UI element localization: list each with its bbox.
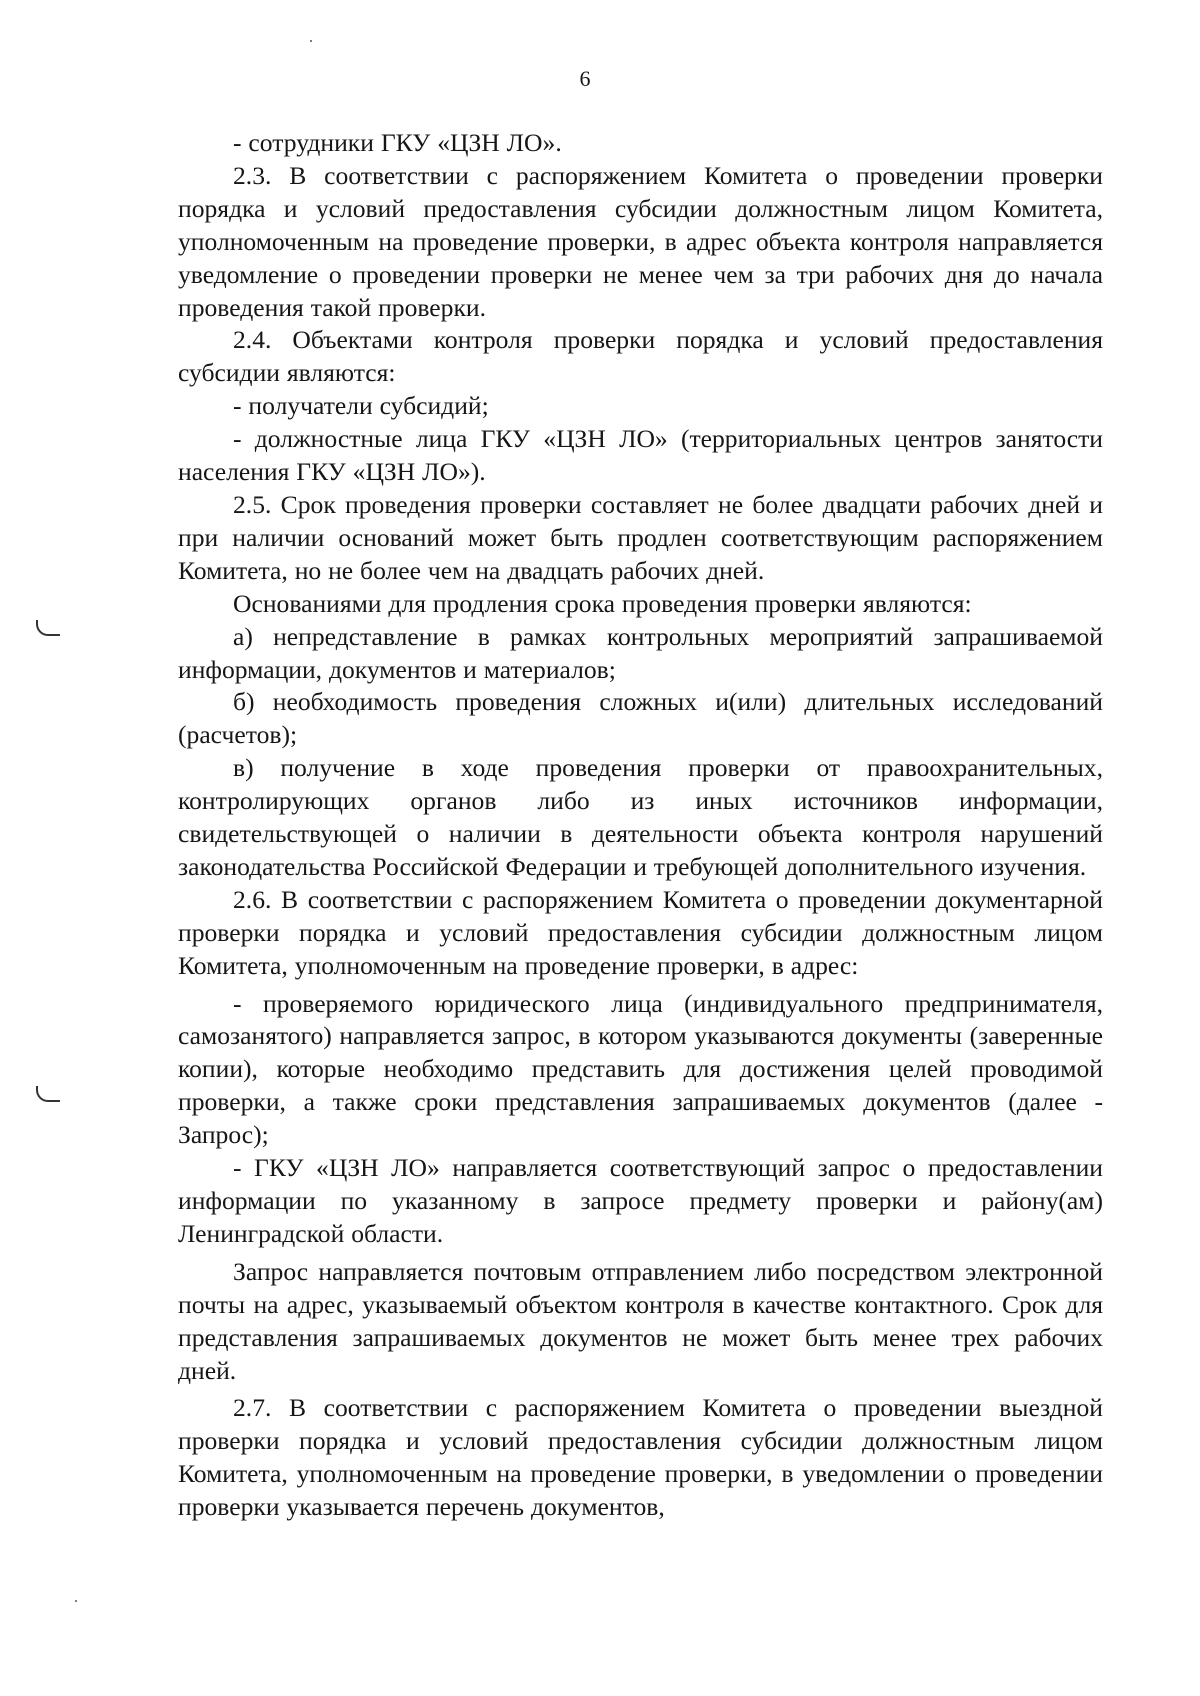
paragraph-clause-2-3: 2.3. В соответствии с распоряжением Комитета о проведении проверки порядка и условий предоставления субсидии должностным лицом Комитета, уполномоченным на проведение проверки, в адрес объекта контроля направляется уведомление о проведении проверки не менее чем за три рабочих дня до начала проведения такой проверки. xyxy=(178,160,1103,322)
scan-artifact-mark xyxy=(36,620,60,636)
paragraph-clause-2-7: 2.7. В соответствии с распоряжением Комитета о проведении выездной проверки порядка и условий предоставления субсидии должностным лицом Комитета, уполномоченным на проведение проверки, в уведомлении о проведении проверки указывается перечень документов, xyxy=(178,1393,1103,1522)
paragraph-list-item: - получатели субсидий; xyxy=(233,391,489,421)
paragraph-clause-2-6: 2.6. В соответствии с распоряжением Комитета о проведении документарной проверки порядка и условий предоставления субсидии должностным лицом Комитета, уполномоченным на проведение проверки, в адрес: xyxy=(178,884,1103,980)
page-number: 6 xyxy=(579,66,591,91)
scan-artifact-mark xyxy=(36,1086,60,1102)
paragraph-list-item: - сотрудники ГКУ «ЦЗН ЛО». xyxy=(233,128,562,157)
paragraph-grounds-intro: Основаниями для продления срока проведения проверки являются: xyxy=(233,588,972,618)
paragraph-list-item: - ГКУ «ЦЗН ЛО» направляется соответствующий запрос о предоставлении информации по указанному в запросе предмету проверки и району(ам) Ленинградской области. xyxy=(178,1153,1103,1248)
scan-speck xyxy=(310,40,312,42)
paragraph-clause-2-4: 2.4. Объектами контроля проверки порядка и условий предоставления субсидии являются: xyxy=(178,325,1103,388)
paragraph-list-item-b: б) необходимость проведения сложных и(или) длительных исследований (расчетов); xyxy=(178,687,1103,750)
paragraph-list-item: - проверяемого юридического лица (индивидуального предпринимателя, самозанятого) направляется запрос, в котором указываются документы (заверенные копии), которые необходимо представить для достижения целей проводимой проверки, а также сроки представления запрашиваемых документов (далее - Запрос); xyxy=(178,988,1103,1150)
paragraph-list-item-a: а) непредставление в рамках контрольных мероприятий запрашиваемой информации, документов и материалов; xyxy=(178,621,1103,684)
paragraph-list-item: - должностные лица ГКУ «ЦЗН ЛО» (территориальных центров занятости населения ГКУ «ЦЗН ЛО»). xyxy=(178,424,1103,487)
paragraph-request-info: Запрос направляется почтовым отправлением либо посредством электронной почты на адрес, указываемый объектом контроля в качестве контактного. Срок для представления запрашиваемых документов не может быть менее трех рабочих дней. xyxy=(178,1256,1103,1385)
scan-speck xyxy=(75,1600,77,1602)
document-body xyxy=(178,127,1103,1524)
paragraph-list-item-c: в) получение в ходе проведения проверки от правоохранительных, контролирующих органов либо из иных источников информации, свидетельствующей о наличии в деятельности объекта контроля нарушений законодательства Российской Федерации и требующей дополнительного изучения. xyxy=(178,753,1103,881)
paragraph-clause-2-5: 2.5. Срок проведения проверки составляет не более двадцати рабочих дней и при наличии оснований может быть продлен соответствующим распоряжением Комитета, но не более чем на двадцать рабочих дней. xyxy=(178,489,1103,585)
